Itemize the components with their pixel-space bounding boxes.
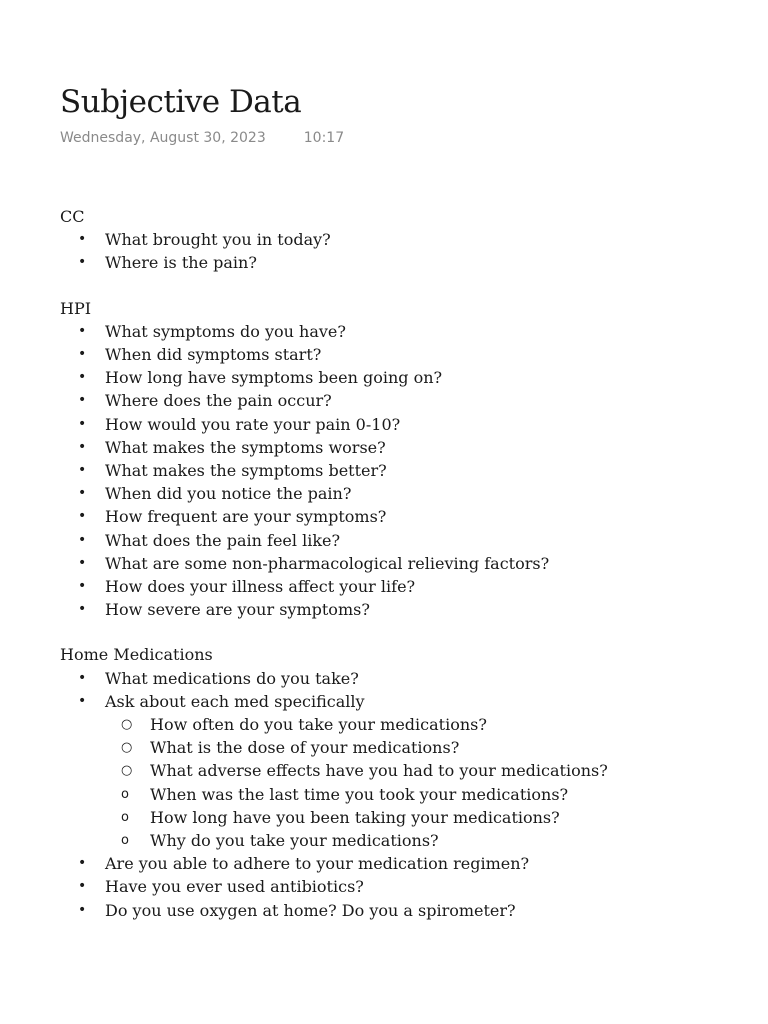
page-meta [60,130,344,146]
bullet-icon: • [78,669,87,686]
bullet-icon: • [78,346,87,363]
bullet-icon: • [78,855,87,872]
section-heading: CC [60,207,85,226]
list-item [60,552,740,575]
sub-bullet-list [60,713,740,852]
list-item [60,436,740,459]
list-item [60,413,740,436]
bullet-icon: • [78,508,87,525]
section-home-medications [60,643,740,921]
bullet-icon: • [78,878,87,895]
page-date: Wednesday, August 30, 2023 [60,130,266,146]
page-time: 10:17 [303,130,345,146]
list-item-text: How long have you been taking your medications? [150,807,560,827]
bullet-icon: • [78,601,87,618]
list-item [60,529,740,552]
sub-list-item [60,783,740,806]
list-item-text: What does the pain feel like? [105,530,341,550]
hollow-circle-icon: o [121,809,129,825]
bullet-icon: • [78,578,87,595]
list-item [60,228,740,251]
sub-list-item [60,759,740,782]
list-item-text: Why do you take your medications? [150,831,439,851]
hollow-circle-icon: ○ [121,763,133,779]
section-hpi [60,297,740,622]
list-item-text: How frequent are your symptoms? [105,507,387,527]
list-item [60,667,740,690]
list-item [60,575,740,598]
bullet-list [60,320,740,622]
bullet-list [60,228,740,274]
bullet-icon: • [78,392,87,409]
bullet-icon: • [78,462,87,479]
bullet-icon: • [78,254,87,271]
list-item-text: Where is the pain? [105,253,257,273]
list-item [60,690,740,713]
sub-list-item [60,806,740,829]
list-item-text: When did symptoms start? [105,345,322,365]
list-item-text: How often do you take your medications? [150,715,487,735]
bullet-list [60,852,740,922]
list-item-text: What symptoms do you have? [105,321,346,341]
list-item [60,899,740,922]
list-item-text: Ask about each med specifically [105,691,365,711]
bullet-icon: • [78,901,87,918]
list-item-text: How would you rate your pain 0-10? [105,414,401,434]
bullet-icon: • [78,231,87,248]
list-item-text: What is the dose of your medications? [150,738,460,758]
list-item-text: What brought you in today? [105,230,331,250]
list-item [60,366,740,389]
list-item-text: Do you use oxygen at home? Do you a spirometer? [105,900,516,920]
list-item-text: What adverse effects have you had to your medications? [150,761,608,781]
section-heading: HPI [60,298,92,318]
list-item-text: Where does the pain occur? [105,391,332,411]
list-item-text: What medications do you take? [105,668,359,688]
bullet-icon: • [78,485,87,502]
list-item [60,875,740,898]
sub-list-item [60,713,740,736]
hollow-circle-icon: ○ [121,740,133,756]
bullet-list [60,667,740,713]
hollow-circle-icon: ○ [121,717,133,733]
hollow-circle-icon: o [121,833,129,849]
list-item [60,505,740,528]
sub-list-item [60,829,740,852]
bullet-icon: • [78,415,87,432]
bullet-icon: • [78,438,87,455]
list-item-text: Are you able to adhere to your medication regimen? [105,854,530,874]
list-item-text: What are some non-pharmacological relieving factors? [105,553,550,573]
list-item-text: How long have symptoms been going on? [105,368,443,388]
bullet-icon: • [78,322,87,339]
list-item-text: When did you notice the pain? [105,484,352,504]
list-item-text: Have you ever used antibiotics? [105,877,364,897]
list-item [60,852,740,875]
page-title: Subjective Data [60,84,302,120]
list-item-text: What makes the symptoms better? [105,461,387,481]
list-item [60,251,740,274]
section-heading: Home Medications [60,645,213,665]
list-item [60,320,740,343]
sub-list-item [60,736,740,759]
hollow-circle-icon: o [121,786,129,802]
list-item-text: When was the last time you took your medications? [150,784,569,804]
list-item-text: What makes the symptoms worse? [105,437,386,457]
note-body [60,205,740,944]
bullet-icon: • [78,531,87,548]
section-cc [60,205,740,275]
list-item [60,389,740,412]
list-item-text: How severe are your symptoms? [105,600,370,620]
list-item-text: How does your illness affect your life? [105,577,416,597]
list-item [60,598,740,621]
bullet-icon: • [78,554,87,571]
bullet-icon: • [78,692,87,709]
list-item [60,343,740,366]
bullet-icon: • [78,369,87,386]
list-item [60,482,740,505]
list-item [60,459,740,482]
